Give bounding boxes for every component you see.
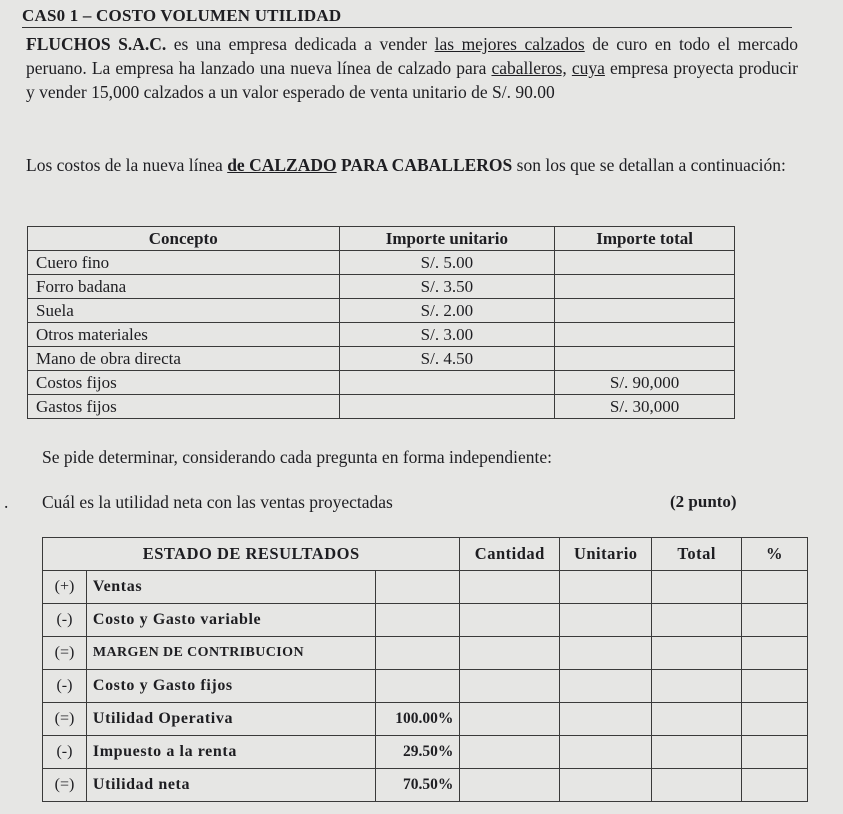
cell-concepto: Otros materiales — [28, 323, 340, 347]
table-row — [43, 571, 808, 604]
cell-cantidad[interactable] — [460, 637, 560, 670]
row-sign: (-) — [43, 736, 87, 769]
intro-text-2: de curo en todo el mercado peruano. La empresa ha lanzado una nueva línea de calzado para — [26, 34, 798, 78]
table-row — [43, 637, 808, 670]
results-title: ESTADO DE RESULTADOS — [43, 538, 460, 571]
header-importe-unitario: Importe unitario — [339, 227, 555, 251]
cell-unitario — [339, 395, 555, 419]
company-name: FLUCHOS S.A.C. — [26, 34, 167, 54]
costs-text-2: son los que se detallan a continuación: — [512, 155, 786, 175]
question-bullet: . — [4, 492, 9, 512]
costs-text-1: Los costos de la nueva línea — [26, 155, 228, 175]
table-row — [43, 769, 808, 802]
row-label: Impuesto a la renta — [86, 736, 375, 769]
cell-cantidad[interactable] — [460, 670, 560, 703]
cell-total[interactable] — [652, 703, 742, 736]
cell-concepto: Suela — [28, 299, 340, 323]
intro-text-1: es una empresa dedicada a vender — [166, 34, 435, 54]
cost-table-header — [28, 227, 735, 251]
cell-total[interactable] — [652, 736, 742, 769]
cell-unitario[interactable] — [560, 736, 652, 769]
row-sign: (+) — [43, 571, 87, 604]
row-pct[interactable] — [376, 604, 460, 637]
cell-concepto: Costos fijos — [28, 371, 340, 395]
row-sign: (-) — [43, 604, 87, 637]
row-pct[interactable] — [376, 670, 460, 703]
table-row — [43, 604, 808, 637]
cell-percent[interactable] — [742, 670, 808, 703]
cell-total[interactable] — [652, 670, 742, 703]
costs-bold: PARA CABALLEROS — [336, 155, 513, 175]
header-percent: % — [742, 538, 808, 571]
row-sign: (-) — [43, 670, 87, 703]
cell-cantidad[interactable] — [460, 703, 560, 736]
row-label: MARGEN DE CONTRIBUCION — [86, 637, 375, 670]
row-pct[interactable]: 29.50% — [376, 736, 460, 769]
cell-total — [555, 299, 735, 323]
cell-percent[interactable] — [742, 769, 808, 802]
row-label: Utilidad neta — [86, 769, 375, 802]
cell-unitario: S/. 4.50 — [339, 347, 555, 371]
cell-total[interactable] — [652, 637, 742, 670]
cell-unitario: S/. 5.00 — [339, 251, 555, 275]
cell-concepto: Cuero fino — [28, 251, 340, 275]
costs-underlined: de CALZADO — [227, 155, 337, 175]
table-row — [28, 371, 735, 395]
cell-unitario[interactable] — [560, 571, 652, 604]
header-unitario: Unitario — [560, 538, 652, 571]
row-pct[interactable]: 100.00% — [376, 703, 460, 736]
row-pct[interactable]: 70.50% — [376, 769, 460, 802]
row-sign: (=) — [43, 769, 87, 802]
row-pct[interactable] — [376, 637, 460, 670]
row-sign: (=) — [43, 703, 87, 736]
instruction-text: Se pide determinar, considerando cada pregunta en forma independiente: — [42, 447, 552, 467]
question-text: Cuál es la utilidad neta con las ventas proyectadas — [42, 492, 393, 512]
table-row — [28, 299, 735, 323]
intro-underlined-1: las mejores calzados — [434, 34, 585, 54]
cell-unitario: S/. 3.50 — [339, 275, 555, 299]
cell-concepto: Forro badana — [28, 275, 340, 299]
header-total: Total — [652, 538, 742, 571]
cell-percent[interactable] — [742, 604, 808, 637]
cell-cantidad[interactable] — [460, 571, 560, 604]
cell-total[interactable] — [652, 769, 742, 802]
question-points: (2 punto) — [670, 492, 737, 511]
costs-paragraph — [26, 153, 798, 177]
cell-unitario[interactable] — [560, 670, 652, 703]
cell-unitario: S/. 3.00 — [339, 323, 555, 347]
cell-concepto: Gastos fijos — [28, 395, 340, 419]
row-label: Costo y Gasto variable — [86, 604, 375, 637]
cell-percent[interactable] — [742, 736, 808, 769]
table-row — [28, 395, 735, 419]
cell-unitario[interactable] — [560, 637, 652, 670]
case-title: CAS0 1 – COSTO VOLUMEN UTILIDAD — [22, 6, 792, 28]
intro-underlined-2: caballeros, — [491, 58, 567, 78]
intro-text-4: empresa proyecta producir y vender 15,000 calzados a un valor esperado de venta unitario de S/. 90.00 — [26, 58, 798, 102]
cell-unitario[interactable] — [560, 769, 652, 802]
cell-unitario[interactable] — [560, 604, 652, 637]
cell-total: S/. 90,000 — [555, 371, 735, 395]
cell-unitario[interactable] — [560, 703, 652, 736]
cost-table — [27, 226, 735, 419]
cell-percent[interactable] — [742, 637, 808, 670]
cell-total — [555, 251, 735, 275]
cell-total — [555, 323, 735, 347]
header-cantidad: Cantidad — [460, 538, 560, 571]
row-label: Utilidad Operativa — [86, 703, 375, 736]
table-row — [43, 670, 808, 703]
table-row — [28, 323, 735, 347]
table-row — [28, 347, 735, 371]
cell-percent[interactable] — [742, 703, 808, 736]
table-row — [43, 703, 808, 736]
row-label: Costo y Gasto fijos — [86, 670, 375, 703]
intro-paragraph — [26, 32, 798, 104]
cell-total: S/. 30,000 — [555, 395, 735, 419]
row-sign: (=) — [43, 637, 87, 670]
cell-cantidad[interactable] — [460, 736, 560, 769]
cell-total[interactable] — [652, 604, 742, 637]
cell-total — [555, 275, 735, 299]
header-importe-total: Importe total — [555, 227, 735, 251]
cell-unitario: S/. 2.00 — [339, 299, 555, 323]
cell-percent[interactable] — [742, 571, 808, 604]
table-row — [43, 736, 808, 769]
table-row — [28, 251, 735, 275]
table-row — [28, 275, 735, 299]
results-header — [43, 538, 808, 571]
cell-total[interactable] — [652, 571, 742, 604]
cell-concepto: Mano de obra directa — [28, 347, 340, 371]
results-table — [42, 537, 808, 802]
cell-unitario — [339, 371, 555, 395]
row-pct[interactable] — [376, 571, 460, 604]
row-label: Ventas — [86, 571, 375, 604]
cell-total — [555, 347, 735, 371]
header-concepto: Concepto — [28, 227, 340, 251]
cell-cantidad[interactable] — [460, 769, 560, 802]
intro-underlined-3: cuya — [571, 58, 605, 78]
cell-cantidad[interactable] — [460, 604, 560, 637]
